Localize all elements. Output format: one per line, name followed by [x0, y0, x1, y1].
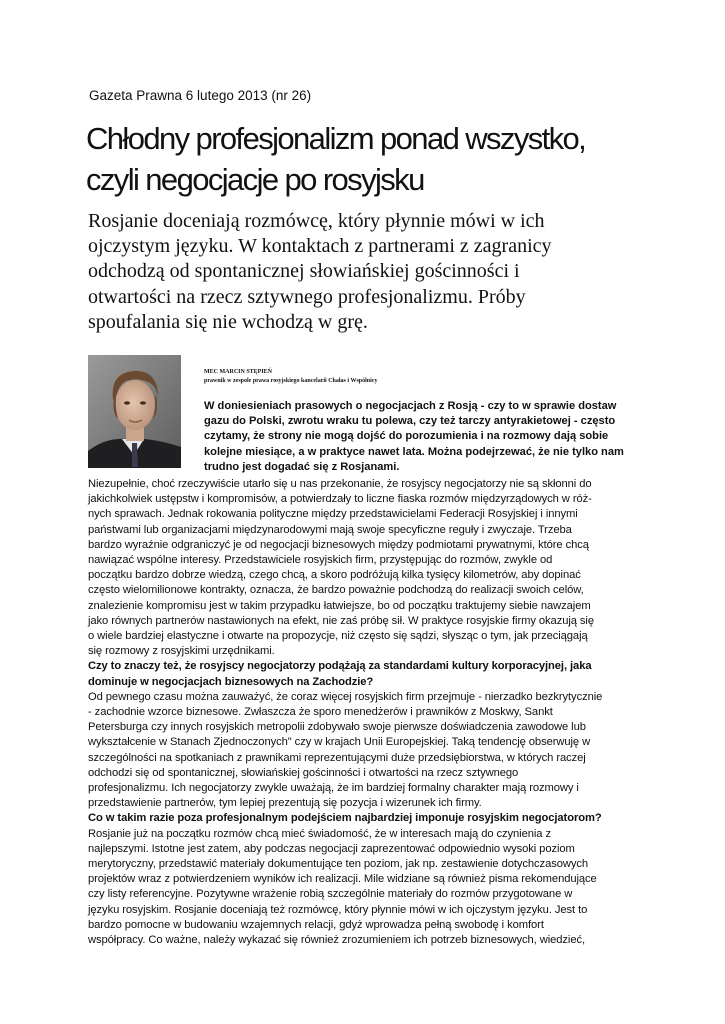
body-text-line: się rozmowy z rosyjskimi urzędnikami. — [88, 645, 275, 658]
headline-line: czyli negocjacje po rosyjsku — [86, 162, 424, 197]
body-text-line: początku bardzo dobrze wiedzą, czego chcą, a skoro podróżują kilka tysięcy kilometrów, aby dopinać — [88, 569, 581, 582]
article-headline — [86, 118, 686, 200]
intro-line: W doniesieniach prasowych o negocjacjach z Rosją - czy to w sprawie dostaw — [204, 400, 617, 412]
lead-line: ojczystym języku. W kontaktach z partnerami z zagranicy — [88, 235, 552, 258]
article-lead — [88, 209, 648, 335]
body-text-line: jakichkolwiek ustępstw i kompromisów, a potwierdzały to liczne fiaska rozmów międzyrządowych w róż- — [88, 493, 592, 506]
body-text-line: o wiele bardziej elastyczne i otwarte na propozycje, niż często się sądzi, słysząc o tym, jak przeciągają — [88, 630, 588, 643]
body-text-line: profesjonalizmu. Ich negocjatorzy zwykle uważają, że im bardziej formalny charakter mają rozmowy i — [88, 782, 579, 795]
body-text-line: bardzo wyraźnie odgraniczyć je od negocjacji biznesowych między podmiotami prywatnymi, które chcą — [88, 538, 589, 551]
author-photo — [88, 355, 181, 468]
lead-line: Rosjanie doceniają rozmówcę, który płynnie mówi w ich — [88, 210, 545, 232]
body-text-line: szczególności na spotkaniach z prawnikami reprezentującymi duże przedsiębiorstwa, w których raczej — [88, 751, 586, 764]
body-text-line: odchodzi się od spontanicznej, słowiańskiej gościnności i otwartości na rzecz sztywnego — [88, 766, 519, 779]
body-text-line: najlepszymi. Istotne jest zatem, aby podczas negocjacji zaprezentować odpowiednio wysoki poziom — [88, 842, 575, 855]
intro-line: gazu do Polski, zwrotu wraku tu polewa, czy też tarczy antyrakietowej - często — [204, 415, 616, 428]
body-text-line: wykształcenie w Stanach Zjednoczonych" czy w krajach Unii Europejskiej. Taką tendencję obserwuję w — [88, 736, 591, 749]
body-text-line: Petersburga czy innych rosyjskich metropolii zdobywało swoje pierwsze doświadczenia zawodowe lub — [88, 721, 586, 734]
interview-question-line: Co w takim razie poza profesjonalnym podejściem najbardziej imponuje rosyjskim negocjatorom? — [88, 812, 602, 825]
body-text-line: Rosjanie już na początku rozmów chcą mieć świadomość, że w interesach mają do czynienia z — [88, 827, 551, 840]
interview-question-line: Czy to znaczy też, że rosyjscy negocjatorzy podążają za standardami kultury korporacyjnej, jaka — [88, 660, 592, 673]
interview-intro — [204, 399, 674, 475]
article-body — [88, 477, 668, 948]
body-text-line: państwami lub organizacjami międzynarodowymi mają swoje specyficzne reguły i zwyczaje. Trzeba — [88, 523, 572, 536]
body-text-line: - zachodnie wzorce biznesowe. Zwłaszcza że sporo menedżerów i prawników z Moskwy, Sankt — [88, 706, 553, 719]
intro-line: kolejne miesiące, a w praktyce nawet lata. Można podejrzewać, że nie tylko nam — [204, 445, 624, 458]
body-text-line: bardzo pomocne w budowaniu wzajemnych relacji, gdyż wprowadza pełną swobodę i komfort — [88, 918, 544, 931]
body-text-line: nych sprawach. Jednak rokowania polityczne między przedstawicielami Federacji Rosyjskiej i innymi — [88, 508, 578, 521]
author-role: prawnik w zespole prawa rosyjskiego kancelarii Chałas i Wspólnicy — [204, 378, 378, 384]
body-text-line: nawiązać wspólne interesy. Przedstawiciele rosyjskich firm, przystępując do rozmów, zwykle od — [88, 554, 553, 567]
body-text-line: czy listy referencyjne. Pozytywne wrażenie robią szczególnie materiały do rozmów przygotowane w — [88, 888, 573, 901]
body-text-line: Niezupełnie, choć rzeczywiście utarło się u nas przekonanie, że rosyjscy negocjatorzy nie są skłonni do — [88, 478, 592, 490]
intro-line: trudno jest dogadać się z Rosjanami. — [204, 460, 400, 473]
lead-line: spoufalania się nie wchodzą w grę. — [88, 310, 368, 333]
body-text-line: projektów wraz z potwierdzeniem wyników ich realizacji. Mile widziane są również pisma rekomendujące — [88, 873, 597, 886]
body-text-line: współpracy. Co ważne, należy wykazać się również zrozumieniem ich potrzeb biznesowych, wiedzieć, — [88, 934, 586, 947]
body-text-line: języku rosyjskim. Rosjanie doceniają też rozmówcę, który płynnie mówi w ich ojczystym języku. Jest to — [88, 903, 588, 916]
body-text-line: merytoryczny, przedstawić materiały dokumentujące ten poziom, jak np. zestawienie dotychczasowych — [88, 858, 589, 871]
headline-line: Chłodny profesjonalizm ponad wszystko, — [86, 121, 586, 156]
interview-question-line: dominuje w negocjacjach biznesowych na Zachodzie? — [88, 675, 374, 688]
body-text-line: Od pewnego czasu można zauważyć, że coraz więcej rosyjskich firm przejmuje - nierzadko bezkrytycznie — [88, 690, 603, 703]
body-text-line: przedstawienie partnerów, tym lepiej prezentują się pozycja i wizerunek ich firmy. — [88, 797, 482, 810]
body-text-line: znalezienie kompromisu jest w takim przypadku łatwiejsze, bo od początku traktujemy siebie nawzajem — [88, 599, 591, 612]
intro-line: czytamy, że strony nie mogą dojść do porozumienia i na rozmowy dają sobie — [204, 430, 609, 443]
author-name: MEC MARCIN STĘPIEŃ — [204, 369, 273, 375]
lead-line: otwartości na rzecz sztywnego profesjonalizmu. Próby — [88, 285, 526, 308]
body-text-line: często wielomilionowe kontrakty, oznacza, że bardzo poważnie podchodzą do realizacji swoich celów, — [88, 584, 584, 597]
publication-source: Gazeta Prawna 6 lutego 2013 (nr 26) — [89, 88, 312, 103]
body-text-line: jako równych partnerów nastawionych na efekt, nie zaś próbę sił. W praktyce rosyjskie firmy okazują się — [88, 614, 594, 627]
lead-line: odchodzą od spontanicznej słowiańskiej gościnności i — [88, 260, 520, 283]
